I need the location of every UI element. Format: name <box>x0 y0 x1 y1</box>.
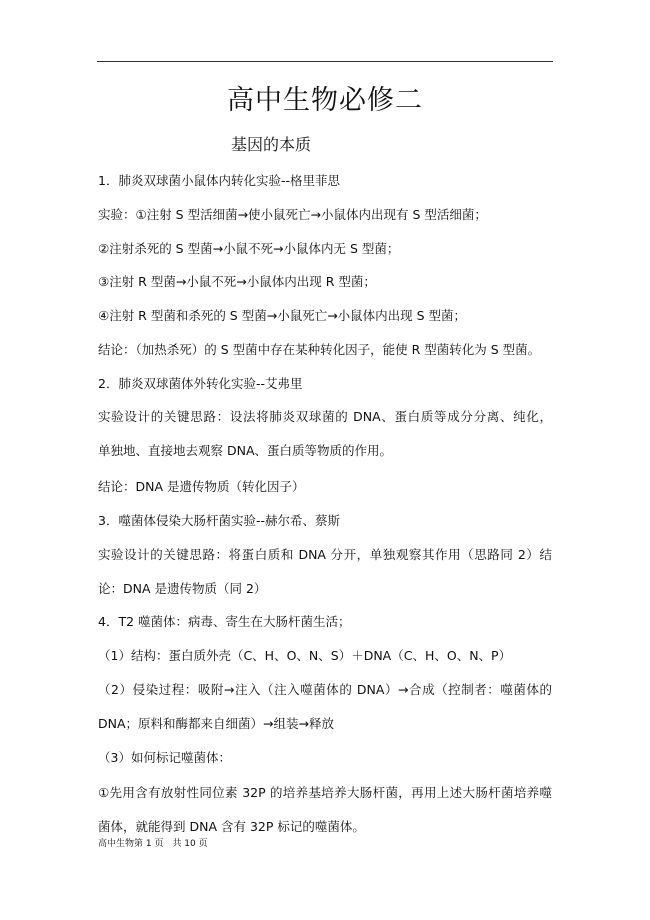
text-line: ②注射杀死的 S 型菌→小鼠不死→小鼠体内无 S 型菌； <box>98 241 400 256</box>
heading-1: 1．肺炎双球菌小鼠体内转化实验--格里菲思 <box>98 173 340 188</box>
text-line: DNA；原料和酶都来自细菌）→组装→释放 <box>98 716 334 731</box>
text-line: 结论：（加热杀死）的 S 型菌中存在某种转化因子，能使 R 型菌转化为 S 型菌。 <box>98 342 541 357</box>
text-line: 单独地、直接地去观察 DNA、蛋白质等物质的作用。 <box>98 443 393 458</box>
page-title: 高中生物必修二 <box>227 85 423 116</box>
text-line: 结论：DNA 是遗传物质（转化因子） <box>98 479 305 494</box>
text-line: 实验设计的关键思路：将蛋白质和 DNA 分开，单独观察其作用（思路同 2）结 <box>98 547 552 562</box>
text-line: ①先用含有放射性同位素 32P 的培养基培养大肠杆菌，再用上述大肠杆菌培养噬 <box>98 785 552 800</box>
page-footer: 高中生物第 1 页 共 10 页 <box>98 839 208 849</box>
text-line: 菌体，就能得到 DNA 含有 32P 标记的噬菌体。 <box>98 819 365 834</box>
text-line: （3）如何标记噬菌体： <box>98 750 231 765</box>
heading-2: 2．肺炎双球菌体外转化实验--艾弗里 <box>98 376 303 391</box>
text-line: 实验：①注射 S 型活细菌→使小鼠死亡→小鼠体内出现有 S 型活细菌； <box>98 207 487 222</box>
text-line: （1）结构：蛋白质外壳（C、H、O、N、S）＋DNA（C、H、O、N、P） <box>98 648 512 663</box>
text-line: 实验设计的关键思路：设法将肺炎双球菌的 DNA、蛋白质等成分分离、纯化， <box>98 409 552 424</box>
section-subtitle: 基因的本质 <box>231 135 312 154</box>
text-line: ③注射 R 型菌→小鼠不死→小鼠体内出现 R 型菌； <box>98 274 376 289</box>
heading-3: 3．噬菌体侵染大肠杆菌实验--赫尔希、蔡斯 <box>98 513 340 528</box>
text-line: （2）侵染过程：吸附→注入（注入噬菌体的 DNA）→合成（控制者：噬菌体的 <box>98 682 552 697</box>
header-rule <box>97 61 553 62</box>
text-line: 论：DNA 是遗传物质（同 2） <box>98 581 267 596</box>
text-line: ④注射 R 型菌和杀死的 S 型菌→小鼠死亡→小鼠体内出现 S 型菌； <box>98 308 467 323</box>
heading-4: 4．T2 噬菌体：病毒、寄生在大肠杆菌生活； <box>98 614 351 629</box>
